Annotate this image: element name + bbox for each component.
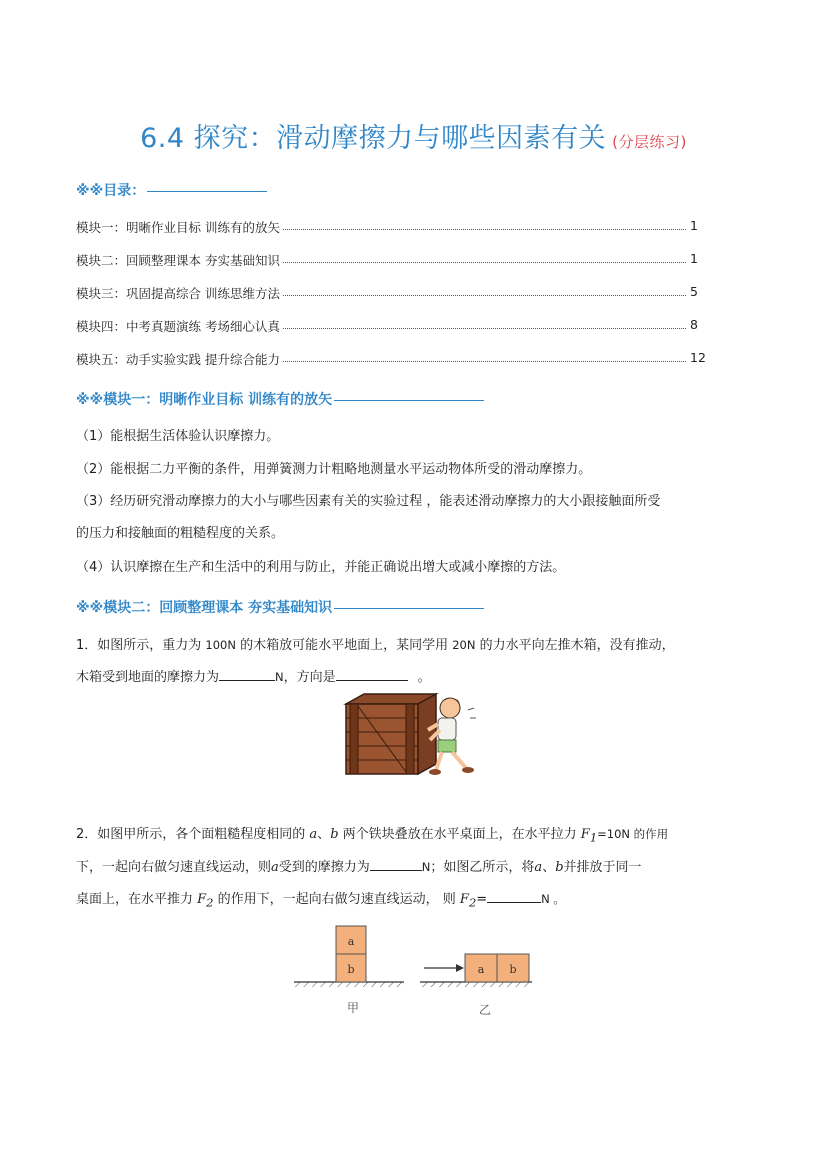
q2-text: 2．如图甲所示，各个面粗糙程度相同的 [76, 827, 310, 842]
q2-text: 并排放于同一 [563, 860, 642, 875]
q2-text: ；如图乙所示，将 [430, 860, 535, 875]
q2-text: = [476, 892, 488, 907]
answer-blank-3[interactable] [370, 857, 422, 871]
divider [334, 400, 484, 401]
var-b: b [555, 860, 564, 875]
toc-item[interactable] [76, 350, 716, 370]
toc-item-page: 5 [690, 284, 698, 299]
q2-text: 桌面上，在水平推力 [76, 892, 198, 907]
figure-label-jia: 甲 [346, 1001, 360, 1015]
force-f2: F [197, 892, 207, 907]
q2-text: N 。 [541, 892, 565, 906]
force-f1: F [580, 827, 590, 842]
goal-item: （4）认识摩擦在生产和生活中的利用与防止，并能正确说出增大或减小摩擦的方法。 [76, 560, 566, 575]
toc-item-page: 8 [690, 317, 698, 332]
figure-yi [420, 954, 532, 1017]
toc-item[interactable] [76, 218, 716, 238]
answer-blank-4[interactable] [487, 889, 541, 903]
q2-text: =10N 的作用 [597, 827, 669, 841]
question-1-line-2 [76, 667, 756, 688]
divider [147, 191, 267, 192]
toc-heading-text: ※※目录： [76, 183, 146, 199]
block-a-label: a [347, 935, 355, 948]
q1-text: 的力水平向左推木箱，没有推动， [475, 638, 675, 653]
question-2-line-3 [76, 889, 756, 913]
goal-item: （2）能根据二力平衡的条件，用弹簧测力计粗略地测量水平运动物体所受的滑动摩擦力。 [76, 462, 592, 477]
q1-text: 木箱受到地面的摩擦力为 [76, 670, 220, 685]
title-tag: (分层练习) [612, 133, 687, 151]
arrow-head-icon [456, 964, 464, 972]
q2-text: 的作用下，一起向右做匀速直线运动， 则 [213, 892, 460, 907]
q1-text: 。 [417, 670, 431, 685]
section-heading-text: ※※模块二：回顾整理课本 夯实基础知识 [76, 600, 333, 616]
force-f1-sub: 1 [589, 830, 598, 845]
toc-item[interactable] [76, 317, 716, 337]
toc-item-label: 模块三：巩固提高综合 训练思维方法 [76, 286, 280, 301]
q1-text: ，方向是 [283, 670, 336, 685]
var-a: a [309, 827, 318, 842]
q2-text: 受到的摩擦力为 [278, 860, 370, 875]
q1-force: 20N [452, 638, 476, 652]
var-b: b [330, 827, 339, 842]
toc-heading [76, 180, 267, 200]
toc-item[interactable] [76, 251, 716, 271]
answer-blank-2[interactable] [336, 667, 408, 681]
section-heading-text: ※※模块一：明晰作业目标 训练有的放矢 [76, 392, 333, 408]
crate-push-illustration [340, 690, 490, 780]
blocks-diagram [290, 924, 540, 1024]
q2-unit: N [421, 860, 431, 874]
divider [334, 608, 484, 609]
toc-item-page: 12 [690, 350, 706, 365]
page-title [0, 116, 827, 155]
var-a: a [271, 860, 279, 875]
figure-label-yi: 乙 [478, 1003, 492, 1017]
figure-jia [294, 926, 404, 1015]
title-main: 6.4 探究：滑动摩擦力与哪些因素有关 [140, 123, 607, 154]
block-b-label: b [509, 963, 517, 976]
question-2-line-1 [76, 824, 756, 848]
q1-text: 的木箱放可能水平地面上，某同学用 [235, 638, 453, 653]
var-a: a [534, 860, 543, 875]
toc-item-label: 模块二：回顾整理课本 夯实基础知识 [76, 253, 280, 268]
q1-text: 1．如图所示，重力为 [76, 638, 206, 653]
question-1-line-1 [76, 635, 756, 656]
question-2-line-2 [76, 857, 756, 878]
force-f2-sub: 2 [206, 895, 214, 910]
goal-item-cont: 的压力和接触面的粗糙程度的关系。 [76, 526, 285, 541]
toc-item-label: 模块四：中考真题演练 考场细心认真 [76, 319, 280, 334]
goal-item: （3）经历研究滑动摩擦力的大小与哪些因素有关的实验过程 ，能表述滑动摩擦力的大小跟接触面所受 [76, 494, 661, 509]
toc-item-page: 1 [690, 251, 698, 266]
q2-text: 、 [542, 860, 556, 875]
section-heading-2 [76, 597, 484, 617]
answer-blank-1[interactable] [219, 667, 275, 681]
toc-item-page: 1 [690, 218, 698, 233]
block-b-label: b [347, 963, 355, 976]
q1-unit: N [275, 670, 284, 684]
q2-text: 下，一起向右做匀速直线运动，则 [76, 860, 272, 875]
toc-item-label: 模块一：明晰作业目标 训练有的放矢 [76, 220, 280, 235]
wooden-crate [346, 694, 436, 774]
toc-item[interactable] [76, 284, 716, 304]
q2-text: 、 [317, 827, 331, 842]
q1-weight: 100N [205, 638, 236, 652]
section-heading-1 [76, 389, 484, 409]
force-f2: F [459, 892, 469, 907]
toc-item-label: 模块五：动手实验实践 提升综合能力 [76, 352, 280, 367]
q2-text: 两个铁块叠放在水平桌面上，在水平拉力 [338, 827, 581, 842]
goal-item: （1）能根据生活体验认识摩擦力。 [76, 429, 280, 444]
block-a-label: a [477, 963, 485, 976]
force-f2-sub: 2 [468, 895, 477, 910]
